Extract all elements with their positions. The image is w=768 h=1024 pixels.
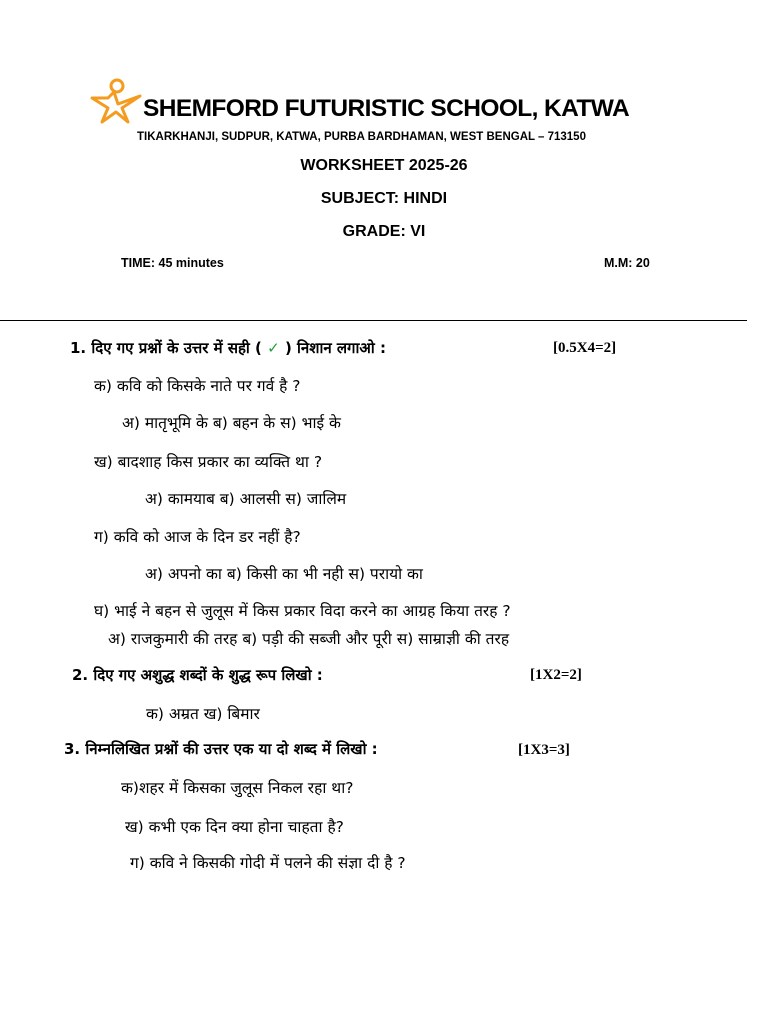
question-1-heading [70, 338, 386, 358]
school-address: TIKARKHANJI, SUDPUR, KATWA, PURBA BARDHAMAN, WEST BENGAL – 713150 [137, 131, 586, 143]
q3-item-c: ग) कवि ने किसकी गोदी में पलने की संज्ञा दी है ? [130, 854, 406, 872]
q1-item-a-options: अ) मातृभूमि के ब) बहन के स) भाई के [122, 414, 341, 432]
max-marks-label: M.M: 20 [604, 256, 650, 270]
q2-options: क) अम्रत ख) बिमार [146, 705, 260, 723]
question-text: ) निशान लगाओ : [284, 339, 386, 357]
school-logo [88, 76, 144, 126]
worksheet-title: WORKSHEET 2025-26 [300, 157, 468, 174]
time-label: TIME: 45 minutes [121, 256, 224, 270]
subject-label: SUBJECT: HINDI [320, 190, 448, 207]
question-1-marks: [0.5X4=2] [553, 340, 617, 356]
q1-item-b: ख) बादशाह किस प्रकार का व्यक्ति था ? [94, 453, 323, 471]
q1-item-d: घ) भाई ने बहन से जुलूस में किस प्रकार विदा करने का आग्रह किया तरह ? [94, 602, 511, 620]
q1-item-a: क) कवि को किसके नाते पर गर्व है ? [94, 377, 301, 395]
q1-item-c-options: अ) अपनो का ब) किसी का भी नही स) परायो का [145, 565, 423, 583]
question-number: 1. [70, 339, 87, 357]
question-3-heading: 3. निम्नलिखित प्रश्नों की उत्तर एक या दो शब्द में लिखो : [64, 740, 378, 758]
q3-item-b: ख) कभी एक दिन क्या होना चाहता है? [125, 818, 344, 836]
school-name: SHEMFORD FUTURISTIC SCHOOL, KATWA [143, 95, 630, 122]
header-divider [0, 320, 747, 321]
question-text: दिए गए प्रश्नों के उत्तर में सही ( [91, 339, 262, 357]
q1-item-b-options: अ) कामयाब ब) आलसी स) जालिम [145, 490, 347, 508]
q1-item-d-options: अ) राजकुमारी की तरह ब) पड़ी की सब्जी और पूरी स) साम्राज्ञी की तरह [108, 630, 510, 648]
grade-label: GRADE: VI [342, 223, 426, 240]
question-2-marks: [1X2=2] [530, 667, 582, 683]
q3-item-a: क)शहर में किसका जुलूस निकल रहा था? [121, 779, 354, 797]
check-mark-icon: ✓ [267, 339, 280, 357]
q1-item-c: ग) कवि को आज के दिन डर नहीं है? [94, 528, 301, 546]
question-2-heading: 2. दिए गए अशुद्ध शब्दों के शुद्ध रूप लिखो : [72, 666, 323, 684]
question-3-marks: [1X3=3] [518, 742, 570, 758]
